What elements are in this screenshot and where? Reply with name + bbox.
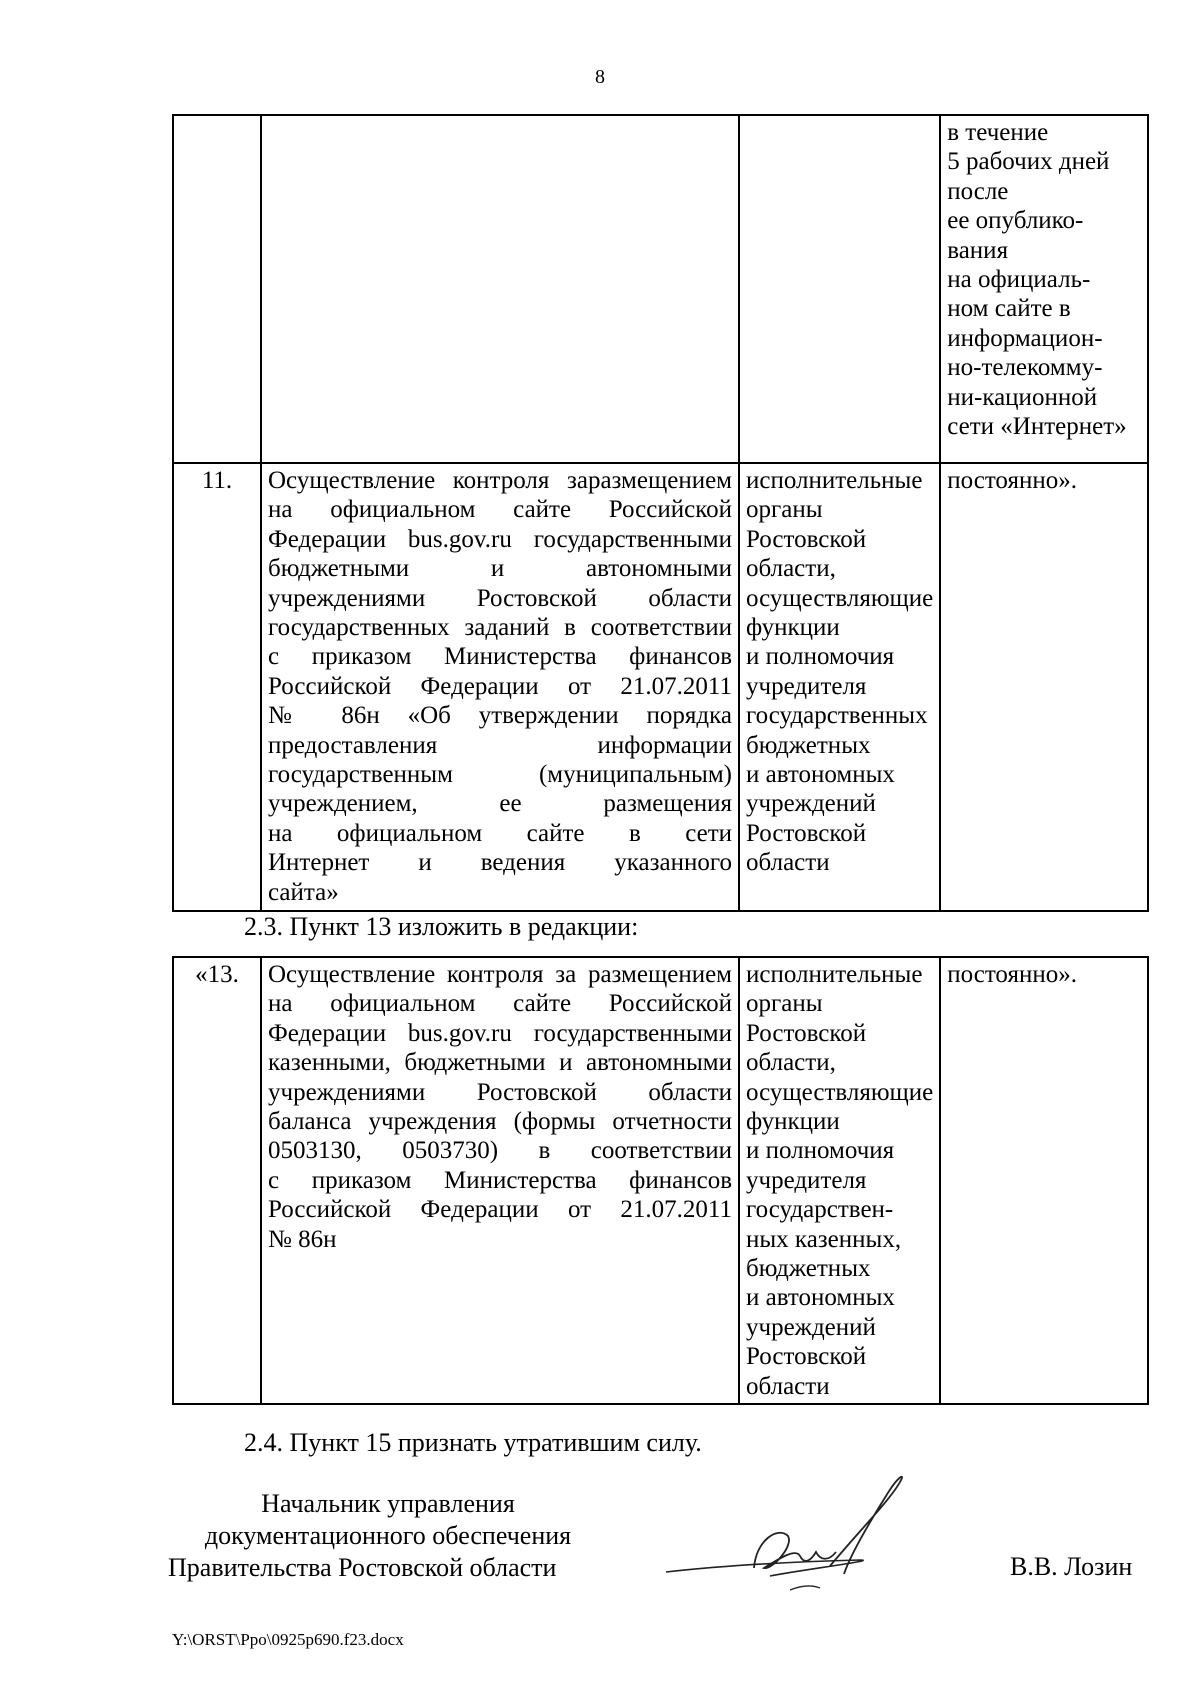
cell-text-line: органы xyxy=(746,496,823,524)
cell-text-line: № 86н «Об утверждении порядка xyxy=(268,702,732,730)
cell-text-line: исполнительные xyxy=(746,961,923,988)
cell-text-line: бюджетных xyxy=(746,731,871,759)
cell-text-line: предоставления информации xyxy=(268,731,732,759)
table-cell-term: постоянно». xyxy=(940,957,1148,1404)
cell-text-line: области, xyxy=(746,1049,836,1077)
cell-text-line: государственных заданий в соответствии xyxy=(268,614,732,642)
signatory-title-line: документационного обеспечения xyxy=(204,1521,572,1550)
cell-text-line: баланса учреждения (формы отчетности xyxy=(268,1108,732,1136)
table-cell-num: 11. xyxy=(173,463,261,911)
cell-text-line: бюджетных xyxy=(746,1255,871,1283)
cell-text-line: учреждением, ее размещения xyxy=(268,790,732,818)
cell-text-line: учреждениями Ростовской области xyxy=(268,1078,732,1106)
table-row xyxy=(173,463,1148,911)
cell-text-line: с приказом Министерства финансов xyxy=(268,1166,732,1194)
cell-text-line: сайта» xyxy=(268,878,339,906)
cell-text-line: Ростовской xyxy=(746,1019,867,1047)
cell-text-line: осуществляющие xyxy=(746,584,934,612)
table-cell-desc xyxy=(261,957,739,1404)
cell-text-line: ных казенных, xyxy=(746,1225,902,1253)
cell-text-line: области, xyxy=(746,555,836,583)
cell-text-line: учредителя xyxy=(746,672,867,700)
cell-text-line: учредителя xyxy=(746,1166,867,1194)
cell-text-line: учреждений xyxy=(746,1313,876,1341)
cell-text-line: учреждениями Ростовской области xyxy=(268,584,732,612)
cell-text-line: области xyxy=(746,1372,830,1400)
table-cell-exec xyxy=(739,957,940,1404)
cell-text-line: на официальном сайте Российской xyxy=(268,990,732,1018)
table-cell-term xyxy=(940,115,1148,463)
page-number: 8 xyxy=(595,66,605,88)
signatory-name: В.В. Лозин xyxy=(1010,1552,1133,1581)
cell-text-line: Российской Федерации от 21.07.2011 xyxy=(268,672,732,700)
cell-text-line: но-телекомму- xyxy=(947,354,1103,382)
cell-text-line: казенными, бюджетными и автономными xyxy=(268,1049,732,1077)
cell-text-line: Российской Федерации от 21.07.2011 xyxy=(268,1196,732,1224)
item-13-table xyxy=(172,956,1149,1405)
cell-text-line: учреждений xyxy=(746,790,876,818)
paragraph-2-4: 2.4. Пункт 15 признать утратившим силу. xyxy=(244,1428,702,1457)
cell-text-line: в течение xyxy=(947,119,1049,146)
file-path: Y:\ORST\Ppo\0925p690.f23.docx xyxy=(172,1630,404,1649)
cell-text-line: государственным (муниципальным) xyxy=(268,761,732,789)
cell-text-line: 5 рабочих дней xyxy=(947,148,1110,176)
cell-text-line: Федерации bus.gov.ru государственными xyxy=(268,1019,732,1047)
cell-text-line: осуществляющие xyxy=(746,1078,934,1106)
table-cell-desc xyxy=(261,115,739,463)
table-row xyxy=(173,957,1148,1404)
table-cell-term: постоянно». xyxy=(940,463,1148,911)
cell-text-line: на официальном сайте Российской xyxy=(268,496,732,524)
table-cell-exec xyxy=(739,463,940,911)
table-cell-num: «13. xyxy=(173,957,261,1404)
cell-text-line: органы xyxy=(746,990,823,1018)
cell-text-line: области xyxy=(746,849,830,877)
signatory-title xyxy=(168,1488,608,1584)
cell-text-line: ном сайте в xyxy=(947,295,1071,323)
cell-text-line: Ростовской xyxy=(746,819,867,847)
cell-text-line: Осуществление контроля заразмещением xyxy=(268,467,732,494)
table-cell-desc xyxy=(261,463,739,911)
cell-text-line: бюджетными и автономными xyxy=(268,555,732,583)
cell-text-line: ни-кационной xyxy=(947,383,1098,411)
cell-text-line: информацион- xyxy=(947,324,1103,352)
signatory-title-line: Правительства Ростовской области xyxy=(168,1553,557,1582)
cell-text-line: и автономных xyxy=(746,1284,895,1312)
cell-text-line: с приказом Министерства финансов xyxy=(268,643,732,671)
cell-text-line: Федерации bus.gov.ru государственными xyxy=(268,525,732,553)
cell-text-line: на официальном сайте в сети xyxy=(268,819,732,847)
cell-text-line: Интернет и ведения указанного xyxy=(268,849,732,877)
cell-text-line: и полномочия xyxy=(746,1137,895,1165)
items-table-continued xyxy=(172,114,1149,912)
cell-text-line: вания xyxy=(947,236,1009,264)
cell-text-line: № 86н xyxy=(268,1225,337,1253)
table-cell-num xyxy=(173,115,261,463)
cell-text-line: Ростовской xyxy=(746,525,867,553)
cell-text-line: ее опублико- xyxy=(947,207,1084,235)
table-row xyxy=(173,115,1148,463)
signatory-title-line: Начальник управления xyxy=(261,1489,515,1518)
cell-text-line: государствен- xyxy=(746,1196,894,1224)
table-cell-exec xyxy=(739,115,940,463)
cell-text-line: после xyxy=(947,177,1009,205)
cell-text-line: сети «Интернет» xyxy=(947,413,1127,441)
cell-text-line: исполнительные xyxy=(746,467,923,494)
handwritten-signature xyxy=(660,1470,960,1610)
cell-text-line: Осуществление контроля за размещением xyxy=(268,961,732,988)
cell-text-line: функции xyxy=(746,614,840,642)
cell-text-line: и полномочия xyxy=(746,643,895,671)
cell-text-line: 0503130, 0503730) в соответствии xyxy=(268,1137,732,1165)
cell-text-line: на официаль- xyxy=(947,266,1091,294)
paragraph-2-3: 2.3. Пункт 13 изложить в редакции: xyxy=(244,912,639,941)
cell-text-line: государственных xyxy=(746,702,928,730)
cell-text-line: функции xyxy=(746,1108,840,1136)
cell-text-line: и автономных xyxy=(746,761,895,789)
cell-text-line: Ростовской xyxy=(746,1343,867,1371)
